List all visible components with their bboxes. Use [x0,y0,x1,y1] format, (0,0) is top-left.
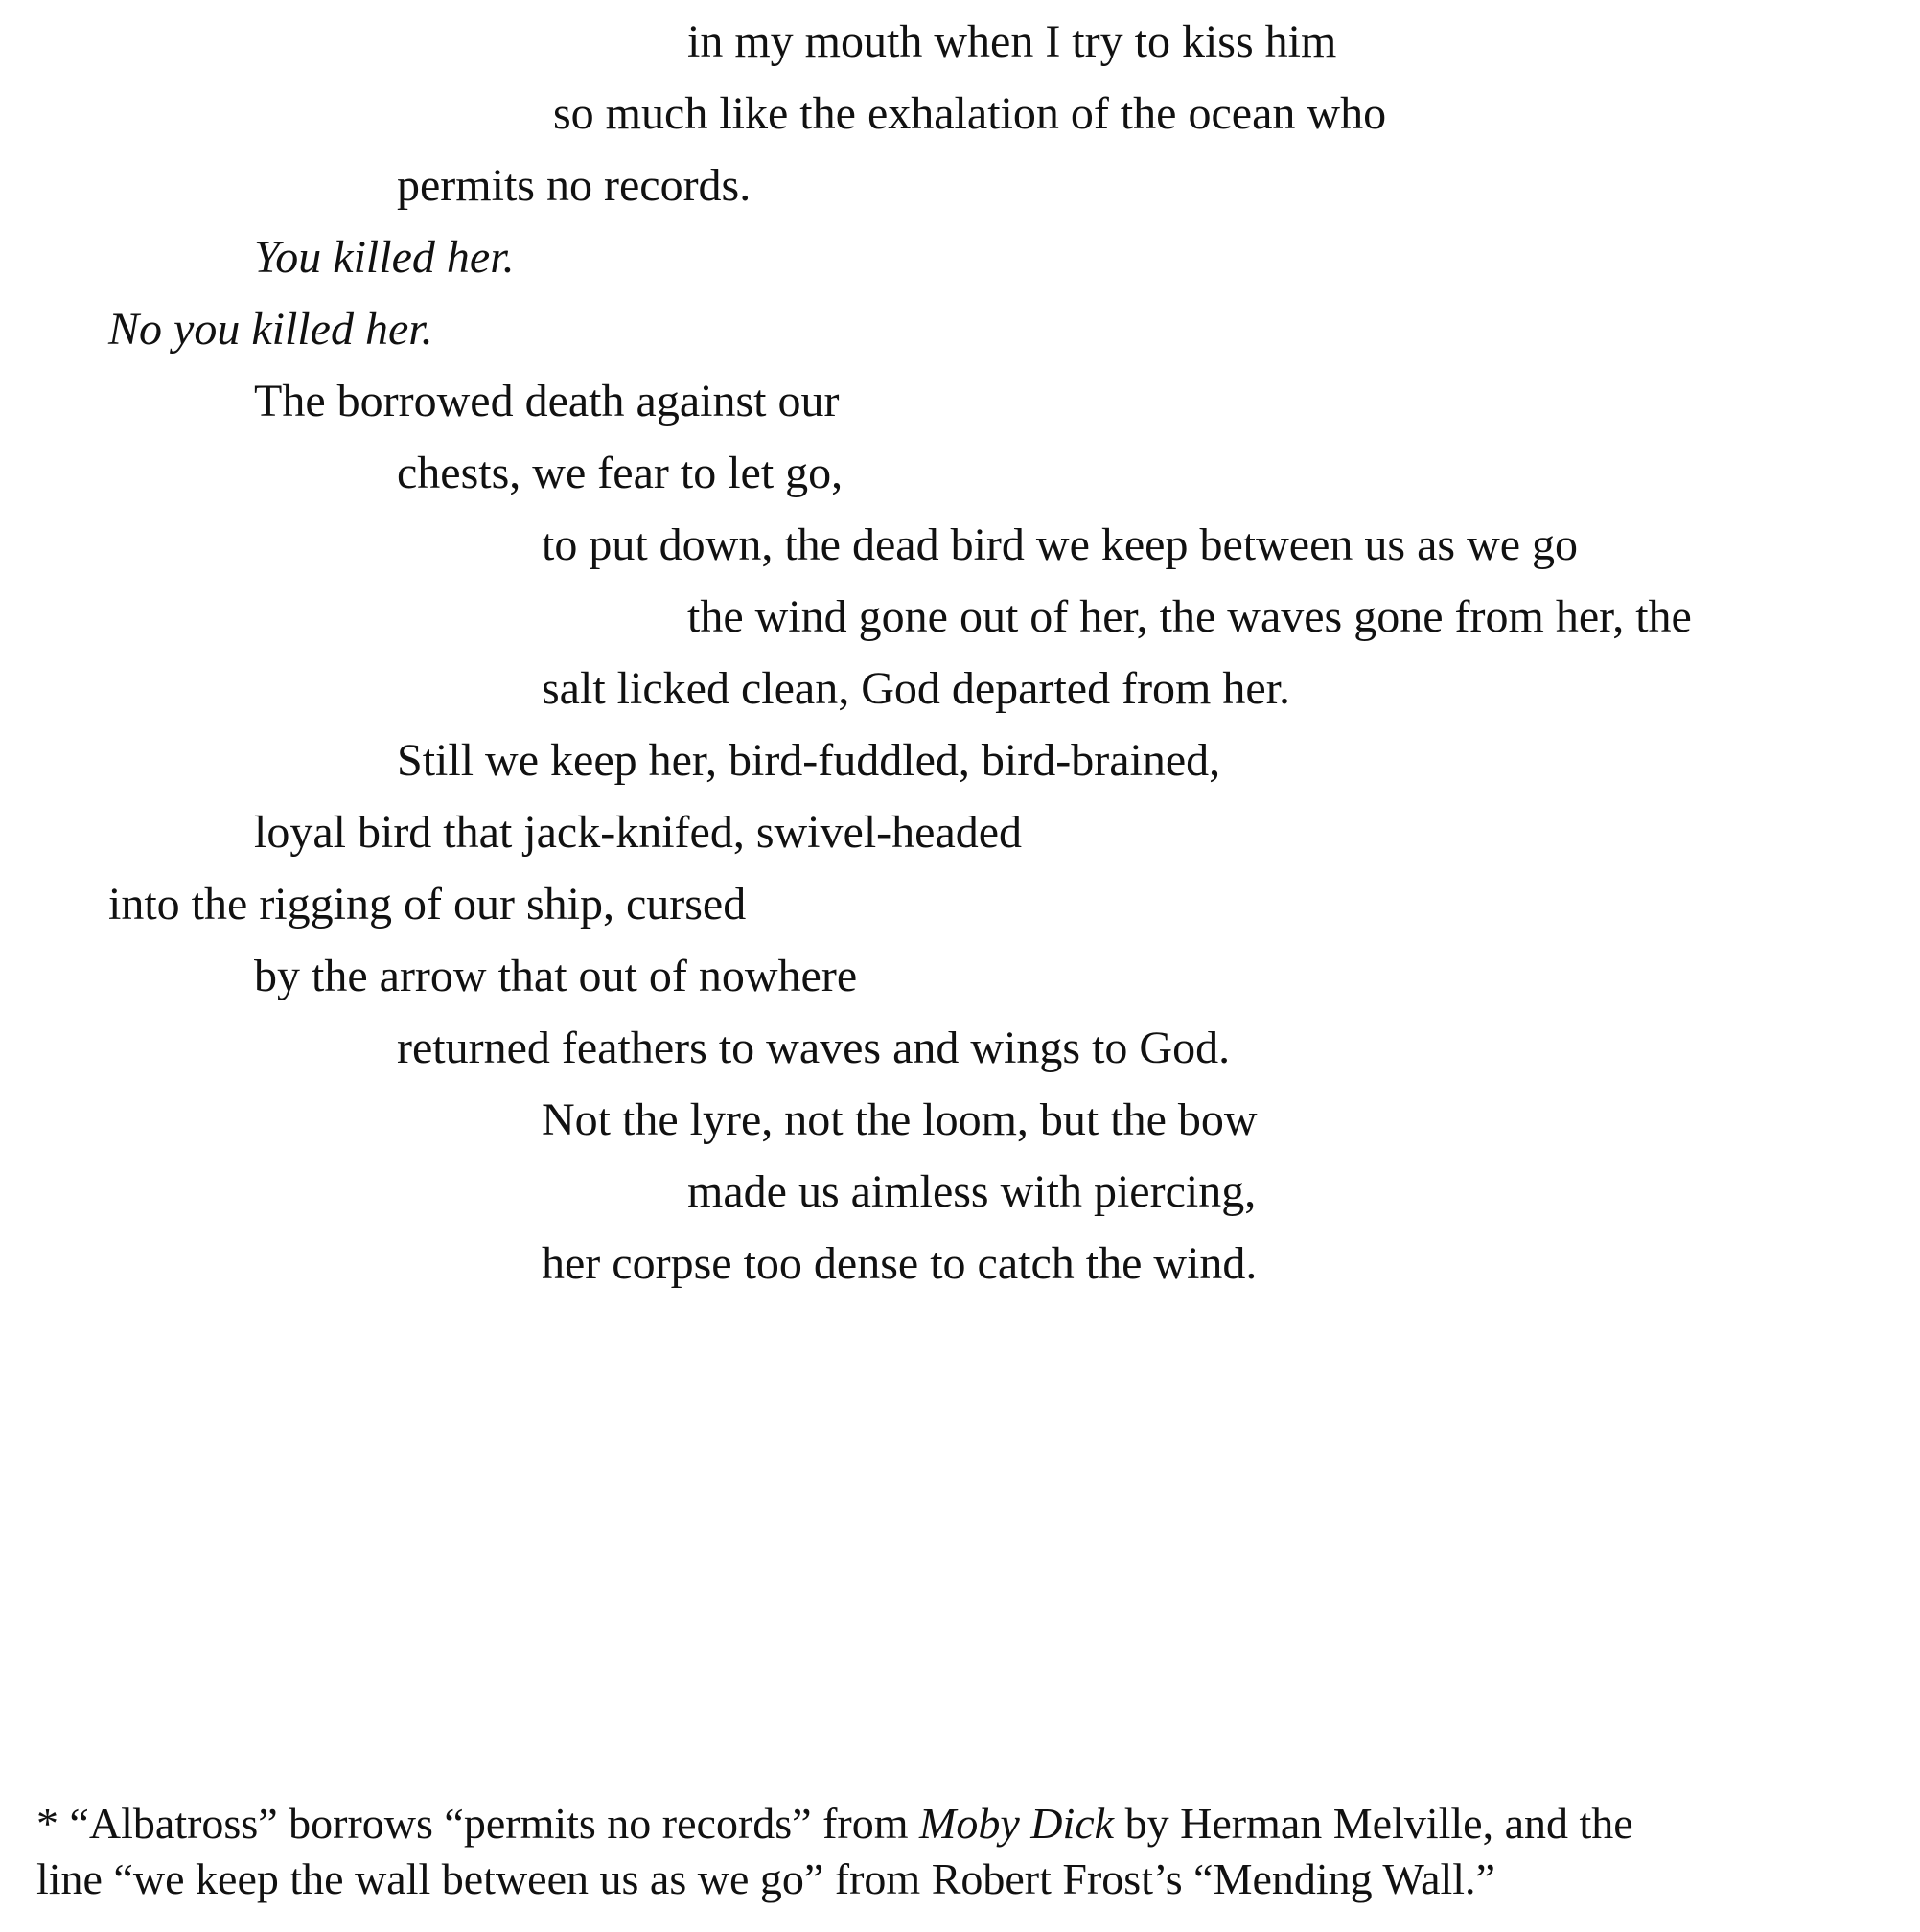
poem-line: permits no records. [397,160,752,211]
footnote-text: by Herman Melville, and the [1114,1799,1633,1848]
footnote-line-1 [36,1796,1896,1852]
footnote-text: * “Albatross” borrows “permits no records” from [36,1799,920,1848]
poem-line-italic: You killed her. [254,232,515,283]
poem-line-italic: No you killed her. [108,304,433,355]
footnote [36,1796,1896,1907]
poem-line: returned feathers to waves and wings to God. [397,1023,1231,1073]
poem-line: to put down, the dead bird we keep between us as we go [542,519,1579,570]
poem-line: so much like the exhalation of the ocean who [553,88,1387,139]
poem-line: made us aimless with piercing, [687,1166,1257,1217]
poem-line: loyal bird that jack-knifed, swivel-headed [254,807,1023,858]
poem-line: the wind gone out of her, the waves gone from her, the [687,591,1692,642]
poem-line: in my mouth when I try to kiss him [687,16,1337,67]
poem-line: her corpse too dense to catch the wind. [542,1238,1258,1289]
footnote-book-title: Moby Dick [919,1799,1115,1848]
poem-line: into the rigging of our ship, cursed [108,879,747,930]
poem-line: Not the lyre, not the loom, but the bow [542,1094,1258,1145]
poem-line: The borrowed death against our [254,376,840,426]
poem-line: chests, we fear to let go, [397,448,844,498]
poem-line: by the arrow that out of nowhere [254,951,858,1001]
poem-line: salt licked clean, God departed from her. [542,663,1291,714]
footnote-line-2: line “we keep the wall between us as we go” from Robert Frost’s “Mending Wall.” [36,1854,1495,1903]
poem-line: Still we keep her, bird-fuddled, bird-brained, [397,735,1221,786]
